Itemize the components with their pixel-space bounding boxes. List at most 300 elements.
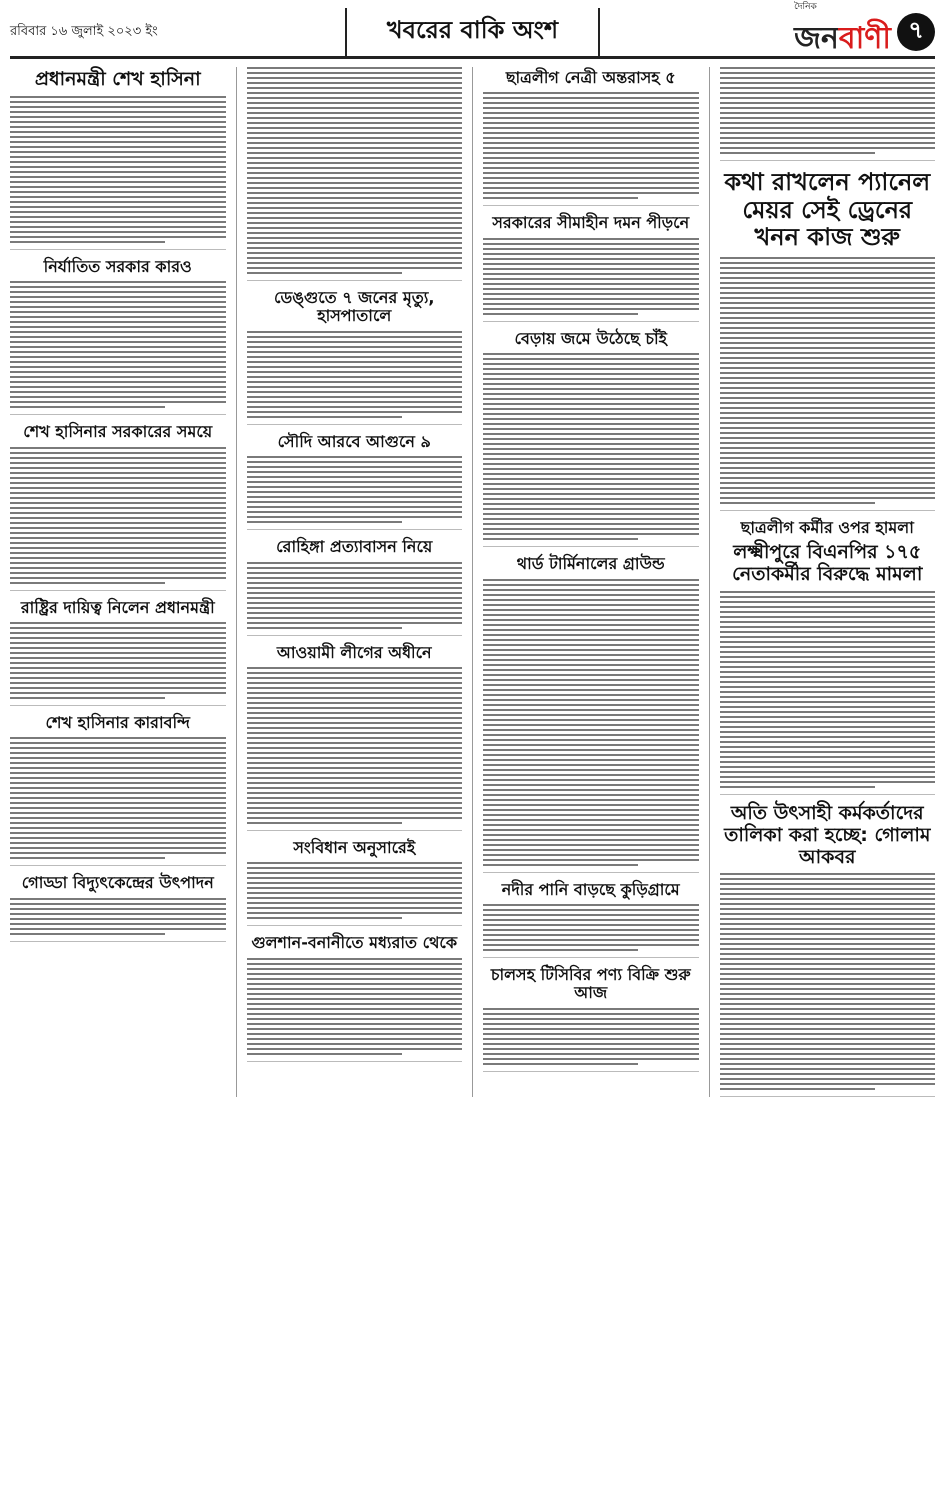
text-line [10, 772, 226, 774]
text-line [10, 331, 226, 333]
text-line [720, 77, 936, 79]
text-line [247, 717, 463, 719]
article-body-text [483, 579, 699, 866]
text-line [10, 316, 226, 318]
text-line [247, 401, 463, 403]
text-line [10, 401, 226, 403]
text-line [720, 87, 936, 89]
text-line [247, 912, 463, 914]
text-line [483, 1038, 699, 1040]
news-article [483, 553, 699, 872]
text-line [483, 142, 699, 144]
news-article [10, 256, 226, 415]
text-line [720, 893, 936, 895]
text-line [720, 958, 936, 960]
text-line [247, 822, 402, 824]
article-body-text [720, 67, 936, 154]
text-line [483, 1018, 699, 1020]
text-line [247, 112, 463, 114]
text-line [10, 341, 226, 343]
text-line [720, 467, 936, 469]
article-headline: অতি উৎসাহী কর্মকর্তাদের তালিকা করা হচ্ছে: গোলাম আকবর [724, 801, 931, 868]
text-line [483, 674, 699, 676]
text-line [10, 281, 226, 283]
text-line [483, 629, 699, 631]
text-line [720, 112, 936, 114]
text-line [247, 92, 463, 94]
text-line [720, 878, 936, 880]
text-line [720, 706, 936, 708]
text-line [247, 1023, 463, 1025]
article-body-text [247, 958, 463, 1055]
issue-date: রবিবার ১৬ জুলাই ২০২৩ ইং [10, 23, 158, 39]
text-line [247, 516, 463, 518]
column-2 [236, 67, 463, 1097]
text-line [483, 258, 699, 260]
text-line [720, 427, 936, 429]
text-line [10, 567, 226, 569]
text-line [247, 476, 463, 478]
text-line [483, 448, 699, 450]
text-line [10, 792, 226, 794]
text-line [10, 126, 226, 128]
article-body-text [247, 456, 463, 523]
text-line [720, 122, 936, 124]
news-article [247, 932, 463, 1061]
text-line [247, 486, 463, 488]
text-line [247, 867, 463, 869]
text-line [10, 552, 226, 554]
text-line [720, 888, 936, 890]
news-article [720, 67, 936, 161]
text-line [247, 1003, 463, 1005]
text-line [720, 591, 936, 593]
text-line [720, 656, 936, 658]
text-line [10, 467, 226, 469]
text-line [483, 639, 699, 641]
text-line [10, 742, 226, 744]
text-line [10, 462, 226, 464]
text-line [720, 741, 936, 743]
text-line [720, 1028, 936, 1030]
text-line [720, 726, 936, 728]
article-headline: নির্যাতিত সরকার কারও [43, 256, 192, 276]
text-line [720, 482, 936, 484]
text-line [10, 201, 226, 203]
text-line [10, 812, 226, 814]
text-line [247, 562, 463, 564]
article-headline: নদীর পানি বাড়ছে কুড়িগ্রামে [501, 879, 680, 899]
text-line [247, 727, 463, 729]
text-line [720, 1083, 936, 1085]
text-line [720, 1073, 936, 1075]
text-line [247, 1048, 463, 1050]
text-line [10, 557, 226, 559]
text-line [720, 661, 936, 663]
text-line [10, 116, 226, 118]
text-line [720, 651, 936, 653]
text-line [10, 447, 226, 449]
text-line [10, 537, 226, 539]
article-body-text [247, 667, 463, 824]
text-line [483, 799, 699, 801]
text-line [483, 729, 699, 731]
text-line [247, 491, 463, 493]
article-body-text [483, 1008, 699, 1065]
article-body-text [483, 238, 699, 315]
text-line [247, 1053, 402, 1055]
text-line [10, 221, 226, 223]
text-line [247, 872, 463, 874]
text-line [247, 376, 463, 378]
text-line [483, 804, 699, 806]
text-line [483, 528, 699, 530]
text-line [247, 82, 463, 84]
text-line [720, 262, 936, 264]
text-line [10, 542, 226, 544]
text-line [247, 787, 463, 789]
text-line [720, 332, 936, 334]
text-line [10, 777, 226, 779]
text-line [247, 897, 463, 899]
text-line [720, 107, 936, 109]
text-line [483, 634, 699, 636]
text-line [720, 302, 936, 304]
text-line [483, 784, 699, 786]
text-line [10, 106, 226, 108]
news-article [720, 801, 936, 1098]
text-line [720, 973, 936, 975]
text-line [10, 652, 226, 654]
text-line [247, 237, 463, 239]
news-article [10, 712, 226, 866]
text-line [720, 601, 936, 603]
text-line [720, 277, 936, 279]
article-body-text [10, 281, 226, 408]
text-line [247, 267, 463, 269]
text-line [720, 736, 936, 738]
text-line [720, 337, 936, 339]
text-line [247, 416, 402, 418]
text-line [247, 466, 463, 468]
text-line [483, 508, 699, 510]
text-line [247, 177, 463, 179]
text-line [247, 501, 463, 503]
text-line [247, 887, 463, 889]
text-line [720, 908, 936, 910]
masthead [10, 2, 935, 59]
text-line [720, 696, 936, 698]
text-line [247, 127, 463, 129]
text-line [10, 231, 226, 233]
text-line [247, 391, 463, 393]
text-line [247, 582, 463, 584]
text-line [247, 862, 463, 864]
text-line [10, 807, 226, 809]
text-line [720, 102, 936, 104]
text-line [483, 268, 699, 270]
text-line [247, 351, 463, 353]
text-line [247, 712, 463, 714]
text-line [483, 283, 699, 285]
text-line [720, 137, 936, 139]
text-line [720, 347, 936, 349]
text-line [247, 356, 463, 358]
text-line [483, 759, 699, 761]
text-line [483, 749, 699, 751]
text-line [10, 472, 226, 474]
text-line [720, 968, 936, 970]
text-line [720, 142, 936, 144]
text-line [247, 617, 463, 619]
text-line [247, 812, 463, 814]
text-line [247, 757, 463, 759]
text-line [10, 452, 226, 454]
text-line [10, 492, 226, 494]
text-line [10, 386, 226, 388]
text-line [247, 732, 463, 734]
text-line [10, 346, 226, 348]
text-line [483, 468, 699, 470]
text-line [720, 621, 936, 623]
text-line [10, 286, 226, 288]
text-line [247, 222, 463, 224]
text-line [720, 1078, 936, 1080]
text-line [10, 802, 226, 804]
text-line [10, 151, 226, 153]
text-line [483, 192, 699, 194]
text-line [483, 829, 699, 831]
text-line [720, 756, 936, 758]
text-line [483, 132, 699, 134]
text-line [247, 983, 463, 985]
news-article [10, 872, 226, 941]
text-line [483, 844, 699, 846]
text-line [483, 383, 699, 385]
text-line [483, 473, 699, 475]
text-line [247, 242, 463, 244]
text-line [247, 702, 463, 704]
article-headline: শেখ হাসিনার সরকারের সময়ে [23, 422, 213, 442]
text-line [483, 418, 699, 420]
text-line [483, 919, 699, 921]
text-line [10, 908, 226, 910]
text-line [247, 202, 463, 204]
text-line [10, 667, 226, 669]
text-line [720, 898, 936, 900]
text-line [483, 809, 699, 811]
text-line [483, 939, 699, 941]
text-line [720, 776, 936, 778]
text-line [10, 903, 226, 905]
text-line [483, 764, 699, 766]
text-line [720, 407, 936, 409]
text-line [10, 121, 226, 123]
text-line [247, 257, 463, 259]
text-line [247, 612, 463, 614]
text-line [10, 361, 226, 363]
text-line [720, 127, 936, 129]
text-line [483, 413, 699, 415]
text-line [483, 604, 699, 606]
text-line [247, 1043, 463, 1045]
text-line [10, 161, 226, 163]
text-line [247, 227, 463, 229]
text-line [10, 898, 226, 900]
text-line [483, 744, 699, 746]
text-line [10, 782, 226, 784]
news-article [247, 67, 463, 281]
text-line [720, 487, 936, 489]
text-line [483, 303, 699, 305]
text-line [247, 371, 463, 373]
text-line [483, 313, 638, 315]
article-body-text [10, 622, 226, 699]
text-line [720, 716, 936, 718]
text-line [10, 747, 226, 749]
text-line [247, 592, 463, 594]
text-line [720, 1053, 936, 1055]
text-line [483, 122, 699, 124]
text-line [720, 606, 936, 608]
text-line [720, 372, 936, 374]
text-line [720, 691, 936, 693]
text-line [483, 403, 699, 405]
text-line [10, 928, 226, 930]
text-line [720, 611, 936, 613]
text-line [10, 672, 226, 674]
text-line [10, 532, 226, 534]
article-headline: সরকারের সীমাহীন দমন পীড়নে [492, 213, 690, 233]
text-line [483, 739, 699, 741]
text-line [483, 368, 699, 370]
text-line [247, 87, 463, 89]
text-line [247, 973, 463, 975]
text-line [10, 146, 226, 148]
text-line [720, 766, 936, 768]
text-line [247, 386, 463, 388]
text-line [720, 781, 936, 783]
news-article [247, 536, 463, 635]
article-headline: গুলশান-বনানীতে মধ্যরাত থেকে [251, 933, 458, 953]
text-line [10, 757, 226, 759]
text-line [720, 963, 936, 965]
text-line [720, 1043, 936, 1045]
text-line [720, 502, 875, 504]
text-line [247, 777, 463, 779]
brand-logo [705, 0, 935, 65]
text-line [720, 933, 936, 935]
text-line [720, 686, 936, 688]
text-line [247, 1018, 463, 1020]
text-line [10, 657, 226, 659]
text-line [483, 398, 699, 400]
text-line [10, 512, 226, 514]
text-line [483, 704, 699, 706]
text-line [10, 306, 226, 308]
text-line [483, 859, 699, 861]
text-line [720, 751, 936, 753]
text-line [483, 589, 699, 591]
text-line [483, 824, 699, 826]
text-line [720, 257, 936, 259]
text-line [720, 72, 936, 74]
text-line [247, 207, 463, 209]
text-line [483, 814, 699, 816]
article-headline: চালসহ টিসিবির পণ্য বিক্রি শুরু আজ [490, 964, 691, 1003]
text-line [247, 817, 463, 819]
text-line [483, 719, 699, 721]
text-line [483, 1053, 699, 1055]
text-line [483, 463, 699, 465]
column-1 [10, 67, 226, 1097]
column-4 [709, 67, 936, 1097]
text-line [483, 243, 699, 245]
text-line [483, 373, 699, 375]
text-line [483, 167, 699, 169]
text-line [10, 662, 226, 664]
text-line [10, 547, 226, 549]
text-line [720, 1008, 936, 1010]
text-line [247, 807, 463, 809]
text-line [10, 301, 226, 303]
text-line [720, 402, 936, 404]
text-line [10, 96, 226, 98]
text-line [720, 317, 936, 319]
text-line [10, 136, 226, 138]
text-line [247, 687, 463, 689]
text-line [483, 1063, 638, 1065]
text-line [720, 948, 936, 950]
news-article [483, 212, 699, 321]
text-line [483, 162, 699, 164]
text-line [720, 1048, 936, 1050]
text-line [483, 834, 699, 836]
text-line [10, 692, 226, 694]
text-line [247, 122, 463, 124]
text-line [483, 949, 638, 951]
news-article [483, 328, 699, 547]
text-line [10, 366, 226, 368]
text-line [483, 1008, 699, 1010]
text-line [720, 596, 936, 598]
text-line [483, 614, 699, 616]
text-line [10, 211, 226, 213]
text-line [247, 567, 463, 569]
text-line [247, 762, 463, 764]
news-article [10, 421, 226, 590]
text-line [483, 769, 699, 771]
text-line [720, 362, 936, 364]
text-line [10, 406, 165, 408]
text-line [483, 503, 699, 505]
text-line [483, 438, 699, 440]
text-line [720, 1068, 936, 1070]
text-line [483, 97, 699, 99]
text-line [483, 1033, 699, 1035]
text-line [10, 697, 165, 699]
text-line [10, 837, 226, 839]
text-line [720, 721, 936, 723]
text-line [720, 616, 936, 618]
text-line [483, 278, 699, 280]
text-line [483, 157, 699, 159]
text-line [10, 842, 226, 844]
text-line [247, 627, 402, 629]
text-line [247, 677, 463, 679]
text-line [483, 293, 699, 295]
news-article [247, 287, 463, 425]
